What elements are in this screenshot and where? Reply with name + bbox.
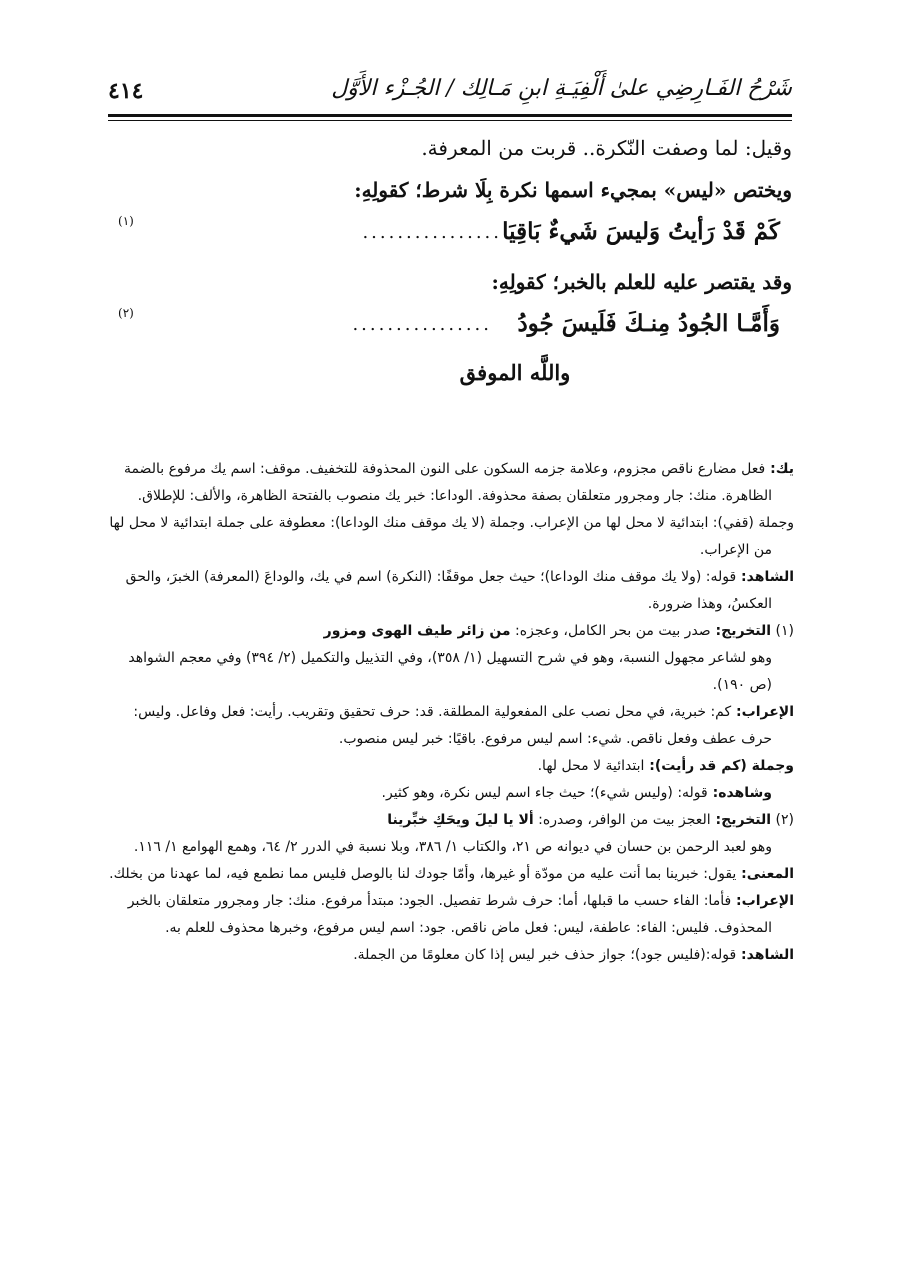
- footnote-1: [104, 618, 794, 645]
- note-lead: التخريج:: [710, 812, 772, 828]
- note-lead: وشاهده:: [707, 785, 772, 801]
- verse-2-dots: ................: [352, 314, 492, 335]
- note-lead: يك:: [765, 461, 794, 477]
- verse-1-dots: ................: [362, 222, 502, 243]
- book-title: شَرْحُ الفَـارِضِي علىٰ أَلْفِيَـةِ ابنِ مَـالِك / الجُـزْء الأَوَّل: [331, 76, 792, 101]
- note-text: فأما: الفاء حسب ما قبلها، أما: حرف شرط تفصيل. الجود: مبتدأ مرفوع. منك: جار ومجرور متعلقان بالخبر المحذوف. فليس: الفاء: عاطفة، ليس: فعل ماض ناقص. جود: اسم ليس مرفوع، وخبرها محذوف للعلم به.: [127, 893, 772, 936]
- verse-2-text: وَأَمَّـا الجُودُ مِنـكَ فَلَيسَ جُودُ: [517, 310, 780, 337]
- verse-2-footnote-marker[interactable]: (٢): [118, 306, 134, 320]
- note-lead: وجملة (كم قد رأيت):: [644, 758, 794, 774]
- note-paragraph-2: [104, 510, 794, 564]
- main-line-1: وقيل: لما وصفت النّكرة.. قربت من المعرفة.: [421, 136, 792, 160]
- verse-2: [118, 306, 792, 350]
- main-line-3: وقد يقتصر عليه للعلم بالخبر؛ كقولِهِ:: [491, 270, 792, 294]
- header-rule-thin: [108, 120, 792, 121]
- main-text: [118, 134, 792, 385]
- note-text: ابتدائية لا محل لها.: [537, 758, 645, 774]
- note-lead: المعنى:: [736, 866, 794, 882]
- note-paragraph-3: [104, 564, 794, 618]
- header-rule-thick: [108, 114, 792, 117]
- footnote-1-marker: (١): [775, 623, 794, 639]
- verse-1-text: كَمْ قَدْ رَأيتُ وَليسَ شَيءٌ بَاقِيَا: [502, 218, 780, 245]
- note-lead: الشاهد:: [736, 947, 794, 963]
- verse-1: [118, 214, 792, 258]
- main-line-2: ويختص «ليس» بمجيء اسمها نكرة بِلَا شرط؛ كقولِهِ:: [354, 178, 792, 202]
- note-bold-tail: من زائر طيف الهوى ومزور: [323, 623, 511, 639]
- note-text: كم: خبرية، في محل نصب على المفعولية المطلقة. قد: حرف تحقيق وتقريب. رأيت: فعل وفاعل. وليس: حرف عطف وفعل ناقص. شيء: اسم ليس مرفوع. باقيًا: خبر ليس منصوب.: [133, 704, 772, 747]
- note-paragraph-9: [104, 942, 794, 969]
- note-paragraph-1: [104, 456, 794, 510]
- note-lead: وجملة (قفي):: [708, 515, 794, 531]
- note-text: قوله: (وليس شيء)؛ حيث جاء اسم ليس نكرة، وهو كثير.: [381, 785, 708, 801]
- note-paragraph-8: [104, 888, 794, 942]
- note-text: يقول: خبرينا بما أنت عليه من مودّة أو غيرها، وأمّا جودك لنا بالوصل فليس مما نطمع فيه، لما عهدنا من بخلك.: [109, 866, 737, 882]
- verse-1-footnote-marker[interactable]: (١): [118, 214, 134, 228]
- note-text: قوله: (ولا يك موقف منك الوداعا)؛ حيث جعل موقفًا: (النكرة) اسم في يك، والوداعَ (المعرفة) الخبرَ، والحق العكسُ، وهذا ضرورة.: [125, 569, 772, 612]
- note-text: فعل مضارع ناقص مجزوم، وعلامة جزمه السكون على النون المحذوفة للتخفيف. موقف: اسم يك مرفوع بالضمة الظاهرة. منك: جار ومجرور متعلقان بصفة محذوفة. الوداعا: خبر يك منصوب بالفتحة الظاهرة، والألف: للإطلاق.: [123, 461, 772, 504]
- closing-phrase: واللَّه الموفق: [459, 360, 571, 385]
- footnote-1-source: وهو لشاعر مجهول النسبة، وهو في شرح التسهيل (١/ ٣٥٨)، وفي التذييل والتكميل (٢/ ٣٩٤) وفي معجم الشواهد (ص ١٩٠).: [128, 650, 772, 693]
- note-text: قوله:(فليس جود)؛ جواز حذف خبر ليس إذا كان معلومًا من الجملة.: [353, 947, 737, 963]
- footnotes: [104, 456, 794, 969]
- note-paragraph-6: [104, 780, 794, 807]
- note-lead: التخريج:: [710, 623, 772, 639]
- note-text: صدر بيت من بحر الكامل، وعجزه:: [510, 623, 711, 639]
- footnote-2-source: وهو لعبد الرحمن بن حسان في ديوانه ص ٢١، والكتاب ١/ ٣٨٦، وبلا نسبة في الدرر ٢/ ٦٤، وهمع الهوامع ١/ ١١٦.: [133, 839, 772, 855]
- footnote-2-marker: (٢): [775, 812, 794, 828]
- note-lead: الإعراب:: [731, 704, 794, 720]
- note-paragraph-7: [104, 861, 794, 888]
- note-text: ابتدائية لا محل لها من الإعراب. وجملة (لا يك موقف منك الوداعا): معطوفة على جملة ابتدائية لا محل لها من الإعراب.: [109, 515, 772, 558]
- note-paragraph-4: [104, 699, 794, 753]
- note-bold-tail: ألا يا ليلَ ويحَكِ خبِّرينا: [387, 812, 534, 828]
- running-header: [108, 72, 792, 112]
- note-lead: الإعراب:: [731, 893, 794, 909]
- page-number: ٤١٤: [108, 78, 144, 104]
- footnote-2: [104, 807, 794, 834]
- note-lead: الشاهد:: [736, 569, 794, 585]
- note-text: العجز بيت من الوافر، وصدره:: [533, 812, 711, 828]
- note-paragraph-5: [104, 753, 794, 780]
